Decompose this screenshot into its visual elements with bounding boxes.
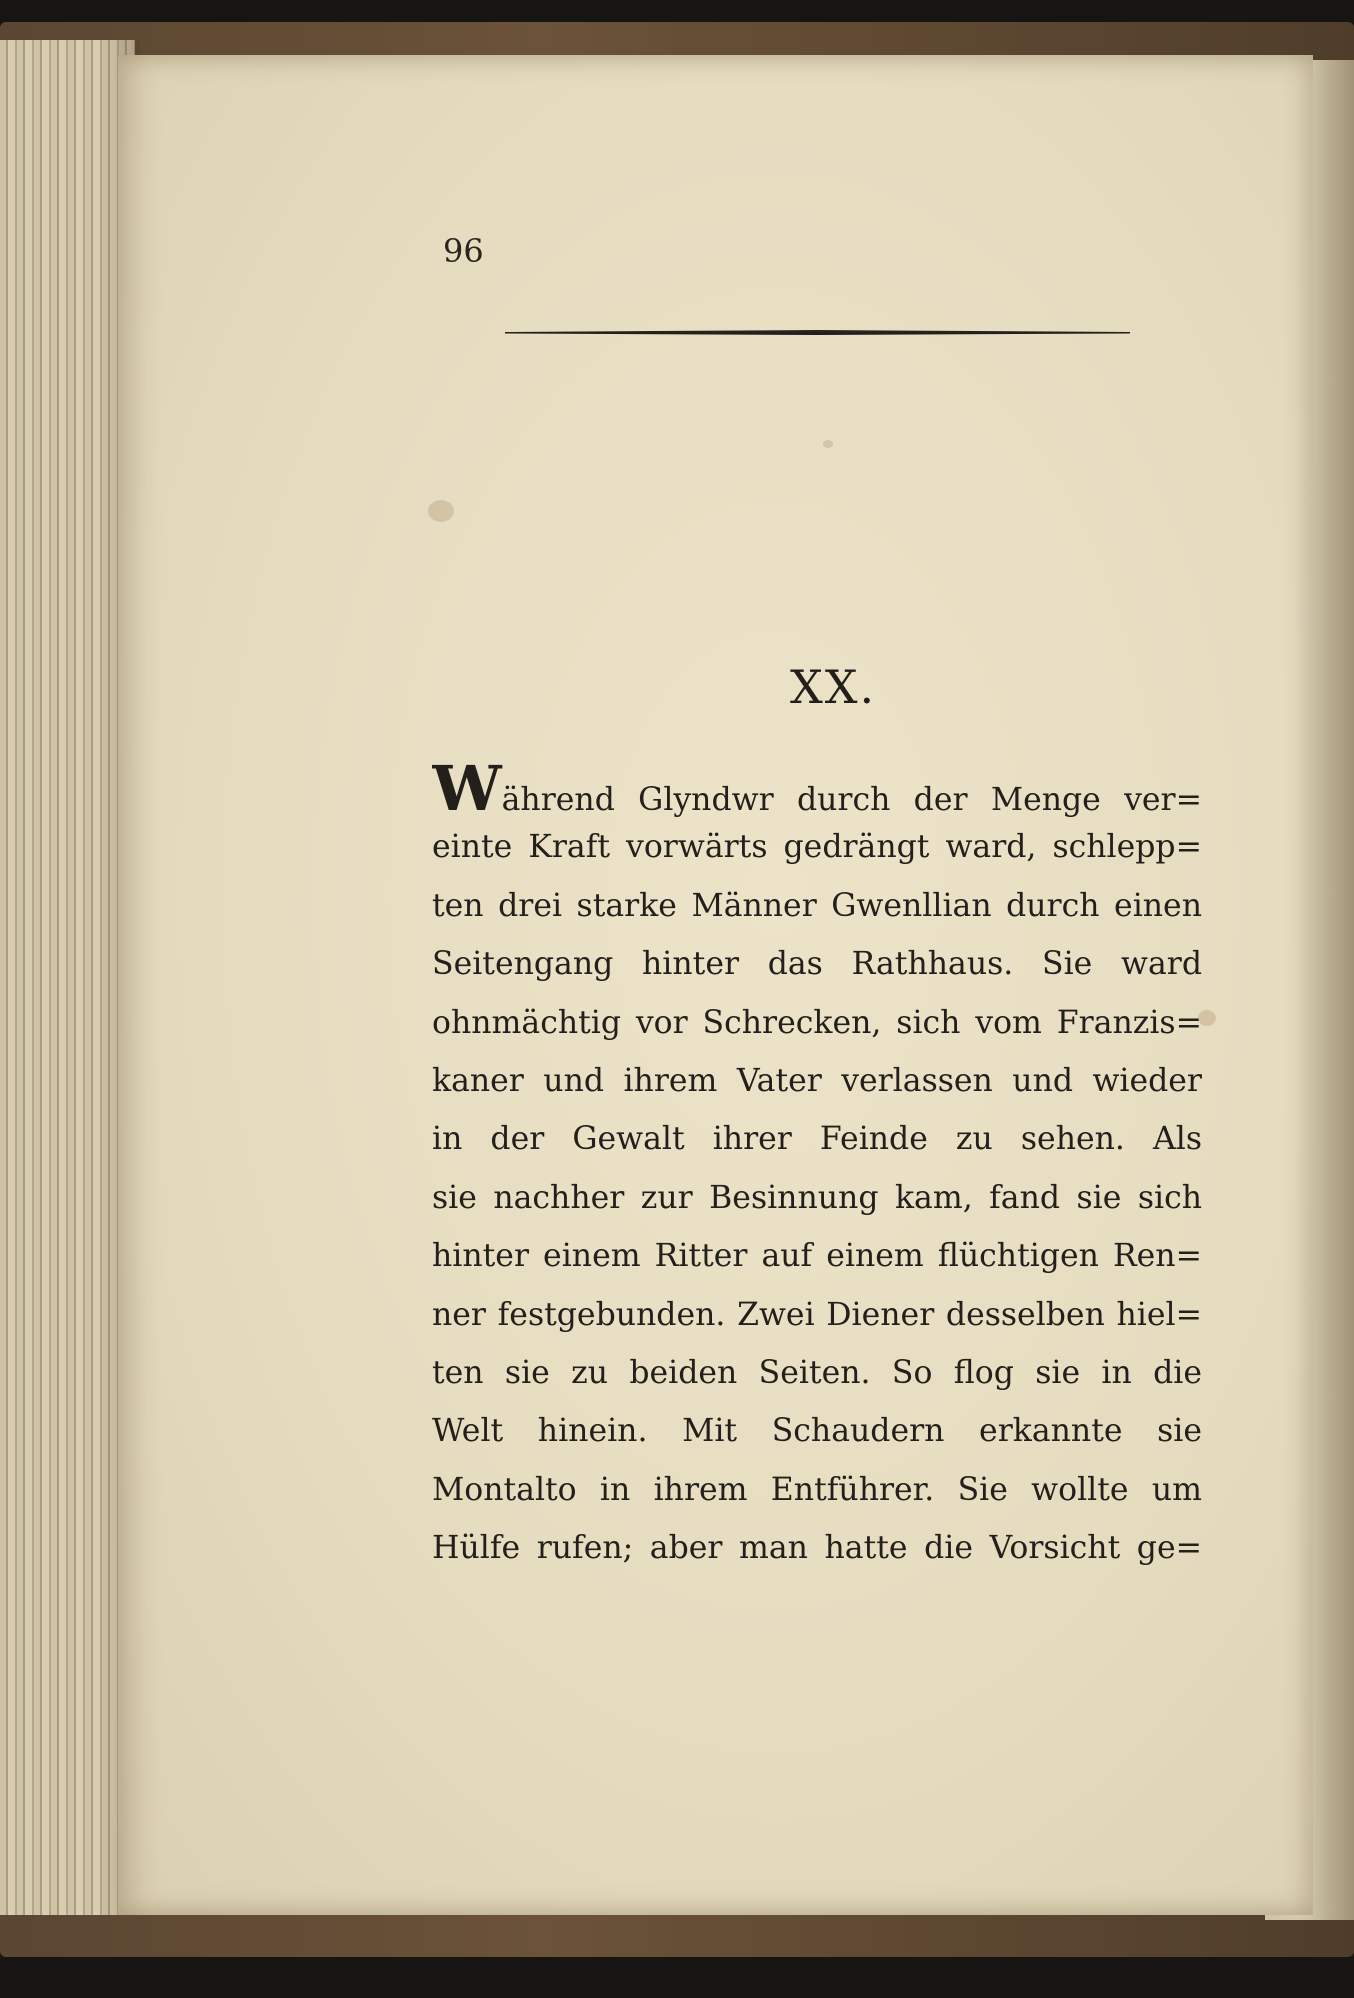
text-line: Hülfe rufen; aber man hatte die Vorsicht ge= [432, 1530, 1202, 1567]
text-line-rest: ährend Glyndwr durch der Menge ver= [501, 782, 1202, 818]
text-line: einte Kraft vorwärts gedrängt ward, schlepp= [432, 829, 1202, 866]
text-line: hinter einem Ritter auf einem flüchtigen Ren= [432, 1238, 1202, 1275]
foxing-spot [823, 440, 833, 448]
drop-cap: W [432, 760, 502, 819]
text-line: ten sie zu beiden Seiten. So flog sie in die [432, 1354, 1202, 1391]
text-line: in der Gewalt ihrer Feinde zu sehen. Als [432, 1121, 1202, 1158]
text-line [432, 760, 1202, 818]
foxing-spot [428, 500, 454, 522]
text-line: Seitengang hinter das Rathhaus. Sie ward [432, 946, 1202, 983]
text-line: ohnmächtig vor Schrecken, sich vom Franzis= [432, 1004, 1202, 1041]
chapter-heading: XX. [790, 660, 877, 714]
text-line: Montalto in ihrem Entführer. Sie wollte um [432, 1471, 1202, 1508]
page-number: 96 [443, 232, 484, 270]
text-line: ner festgebunden. Zwei Diener desselben hiel= [432, 1296, 1202, 1333]
text-line: ten drei starke Männer Gwenllian durch einen [432, 887, 1202, 924]
text-line: Welt hinein. Mit Schaudern erkannte sie [432, 1413, 1202, 1450]
body-text [432, 760, 1202, 1577]
text-line: kaner und ihrem Vater verlassen und wieder [432, 1062, 1202, 1099]
text-line: sie nachher zur Besinnung kam, fand sie sich [432, 1179, 1202, 1216]
